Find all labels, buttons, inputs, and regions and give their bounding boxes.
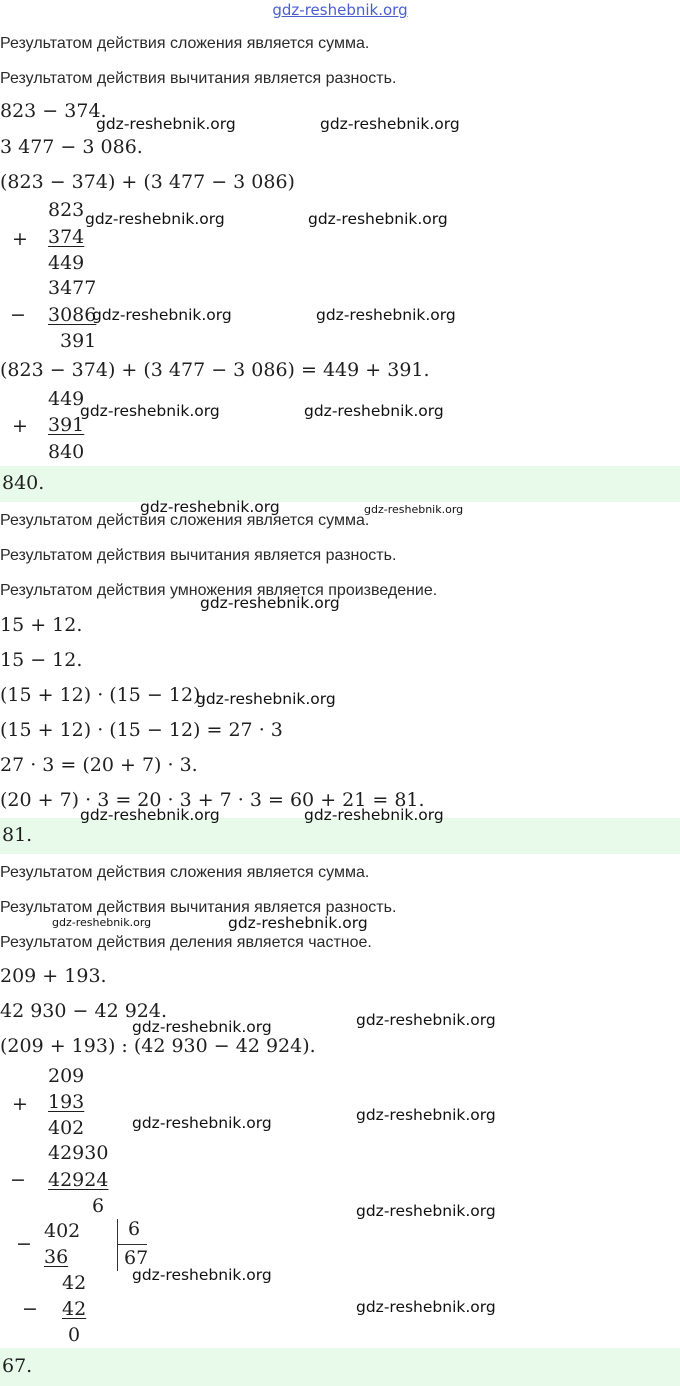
watermark: gdz-reshebnik.org [228,914,368,932]
watermark: gdz-reshebnik.org [132,1114,272,1132]
plus-sign: + [12,228,28,250]
division-bracket [117,1219,118,1271]
rule-subtraction-text: Результатом действия вычитания является разность. [0,899,397,916]
remainder: 42 [62,1272,87,1294]
watermark: gdz-reshebnik.org [316,306,456,324]
watermark: gdz-reshebnik.org [364,503,464,516]
column-result: 391 [60,330,97,352]
watermark: gdz-reshebnik.org [308,210,448,228]
column-top-number: 209 [48,1065,85,1087]
expression: 209 + 193. [0,965,107,987]
expression: (20 + 7) · 3 = 20 · 3 + 7 · 3 = 60 + 21 = 81. [0,789,425,811]
watermark: gdz-reshebnik.org [356,1298,496,1316]
watermark: gdz-reshebnik.org [196,690,336,708]
minus-sign: − [22,1298,38,1320]
column-bottom-number: 193 [48,1091,85,1113]
rule-addition-text: Результатом действия сложения является сумма. [0,512,370,529]
divisor: 6 [128,1218,141,1240]
partial-product: 36 [44,1246,69,1268]
watermark: gdz-reshebnik.org [132,1266,272,1284]
watermark: gdz-reshebnik.org [356,1011,496,1029]
partial-product: 42 [62,1298,87,1320]
watermark: gdz-reshebnik.org [200,594,340,612]
expression: (15 + 12) · (15 − 12) = 27 · 3 [0,719,283,741]
expression: 15 + 12. [0,614,83,636]
expression: (823 − 374) + (3 477 − 3 086) = 449 + 391. [0,359,430,381]
rule-multiplication-text: Результатом действия умножения является произведение. [0,582,438,599]
minus-sign: − [10,304,26,326]
division-bracket [117,1244,147,1245]
watermark: gdz-reshebnik.org [80,402,220,420]
watermark: gdz-reshebnik.org [96,115,236,133]
expression: 42 930 − 42 924. [0,1000,168,1022]
column-result: 840 [48,441,85,463]
column-bottom-number: 391 [48,414,85,436]
answer: 67. [2,1355,33,1377]
expression: 15 − 12. [0,649,83,671]
column-bottom-number: 42924 [48,1169,109,1191]
plus-sign: + [12,415,28,437]
plus-sign: + [12,1093,28,1115]
quotient: 67 [124,1247,149,1269]
rule-division-text: Результатом действия деления является частное. [0,934,372,951]
watermark: gdz-reshebnik.org [320,115,460,133]
column-top-number: 823 [48,199,85,221]
watermark: gdz-reshebnik.org [132,1018,272,1036]
watermark: gdz-reshebnik.org [304,402,444,420]
rule-addition-text: Результатом действия сложения является сумма. [0,35,370,52]
column-top-number: 3477 [48,277,97,299]
column-top-number: 449 [48,388,85,410]
column-result: 6 [92,1195,105,1217]
watermark: gdz-reshebnik.org [356,1202,496,1220]
expression: 3 477 − 3 086. [0,136,143,158]
expression: (823 − 374) + (3 477 − 3 086) [0,171,295,193]
expression: 27 · 3 = (20 + 7) · 3. [0,754,198,776]
watermark: gdz-reshebnik.org [140,498,280,516]
expression: (15 + 12) · (15 − 12). [0,684,207,706]
rule-subtraction-text: Результатом действия вычитания является разность. [0,70,397,87]
minus-sign: − [10,1169,26,1191]
expression: 823 − 374. [0,100,107,122]
remainder: 0 [68,1324,81,1346]
watermark: gdz-reshebnik.org [304,806,444,824]
column-result: 449 [48,252,85,274]
column-bottom-number: 3086 [48,304,97,326]
rule-addition-text: Результатом действия сложения является сумма. [0,864,370,881]
column-result: 402 [48,1117,85,1139]
watermark: gdz-reshebnik.org [85,210,225,228]
answer: 81. [2,824,33,846]
expression: (209 + 193) : (42 930 − 42 924). [0,1035,316,1057]
column-top-number: 42930 [48,1142,109,1164]
answer-band [0,466,680,502]
answer: 840. [2,472,45,494]
watermark: gdz-reshebnik.org [92,306,232,324]
column-bottom-number: 374 [48,226,85,248]
rule-subtraction-text: Результатом действия вычитания является разность. [0,547,397,564]
watermark: gdz-reshebnik.org [356,1106,496,1124]
minus-sign: − [16,1233,32,1255]
header-watermark[interactable]: gdz-reshebnik.org [272,1,408,19]
dividend: 402 [44,1220,81,1242]
answer-band [0,1348,680,1386]
watermark: gdz-reshebnik.org [52,916,152,929]
watermark: gdz-reshebnik.org [80,806,220,824]
